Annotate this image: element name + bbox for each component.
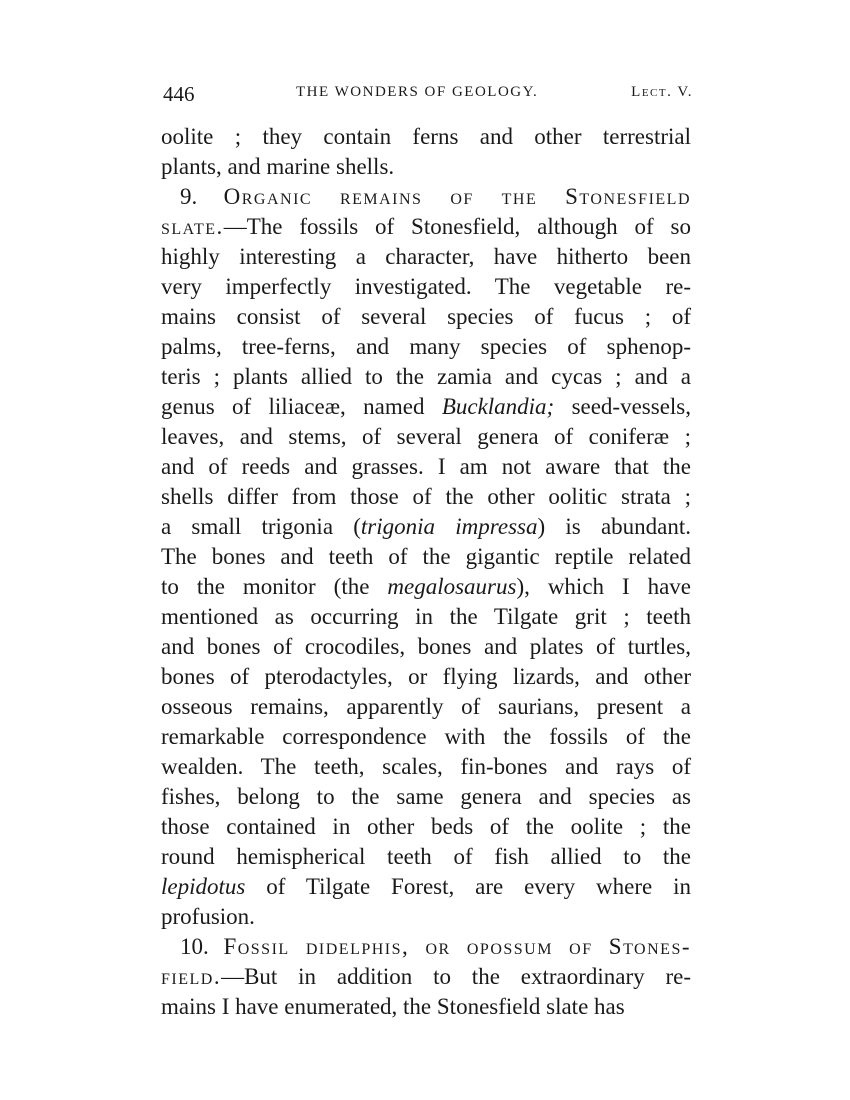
text-line: palms, tree-ferns, and many species of sphenop-	[161, 334, 691, 359]
text-line: osseous remains, apparently of saurians, present a	[161, 694, 691, 719]
page-number: 446	[163, 82, 195, 106]
running-header	[163, 82, 693, 108]
text-line: genus of liliaceæ, named Bucklandia; seed-vessels,	[161, 394, 692, 419]
text-line: wealden. The teeth, scales, fin-bones and rays of	[161, 754, 691, 779]
text-line: field.—But in addition to the extraordinary re-	[161, 964, 691, 989]
page-body	[161, 122, 691, 1022]
text-line: those contained in other beds of the oolite ; the	[161, 814, 691, 839]
text-line: very imperfectly investigated. The vegetable re-	[161, 274, 691, 299]
text-line: teris ; plants allied to the zamia and cycas ; and a	[161, 364, 691, 389]
text-line: and of reeds and grasses. I am not aware that the	[161, 454, 691, 479]
lecture-label: Lect. V.	[631, 84, 693, 100]
text-line: remarkable correspondence with the fossils of the	[161, 724, 691, 749]
text-line: slate.—The fossils of Stonesfield, although of so	[161, 214, 691, 239]
text-line: 9. Organic remains of the Stonesfield	[180, 184, 691, 209]
text-line: highly interesting a character, have hitherto been	[161, 244, 691, 269]
running-title: THE WONDERS OF GEOLOGY.	[296, 84, 539, 100]
text-line: fishes, belong to the same genera and species as	[161, 784, 691, 809]
text-line: to the monitor (the megalosaurus), which I have	[161, 574, 691, 599]
text-line: lepidotus of Tilgate Forest, are every where in	[161, 874, 691, 899]
text-line: a small trigonia (trigonia impressa) is abundant.	[161, 514, 691, 539]
text-line: mains consist of several species of fucus ; of	[161, 304, 691, 329]
text-line: shells differ from those of the other oolitic strata ;	[161, 484, 691, 509]
text-line: leaves, and stems, of several genera of coniferæ ;	[161, 424, 691, 449]
text-line: profusion.	[161, 904, 255, 929]
text-line: oolite ; they contain ferns and other terrestrial	[161, 124, 691, 149]
text-line: bones of pterodactyles, or flying lizards, and other	[161, 664, 691, 689]
text-line: mains I have enumerated, the Stonesfield slate has	[161, 994, 625, 1019]
text-line: 10. Fossil didelphis, or opossum of Stones-	[180, 934, 692, 959]
text-line: mentioned as occurring in the Tilgate grit ; teeth	[161, 604, 691, 629]
text-line: and bones of crocodiles, bones and plates of turtles,	[161, 634, 691, 659]
text-line: plants, and marine shells.	[161, 154, 395, 179]
text-line: round hemispherical teeth of fish allied to the	[161, 844, 691, 869]
text-line: The bones and teeth of the gigantic reptile related	[161, 544, 691, 569]
